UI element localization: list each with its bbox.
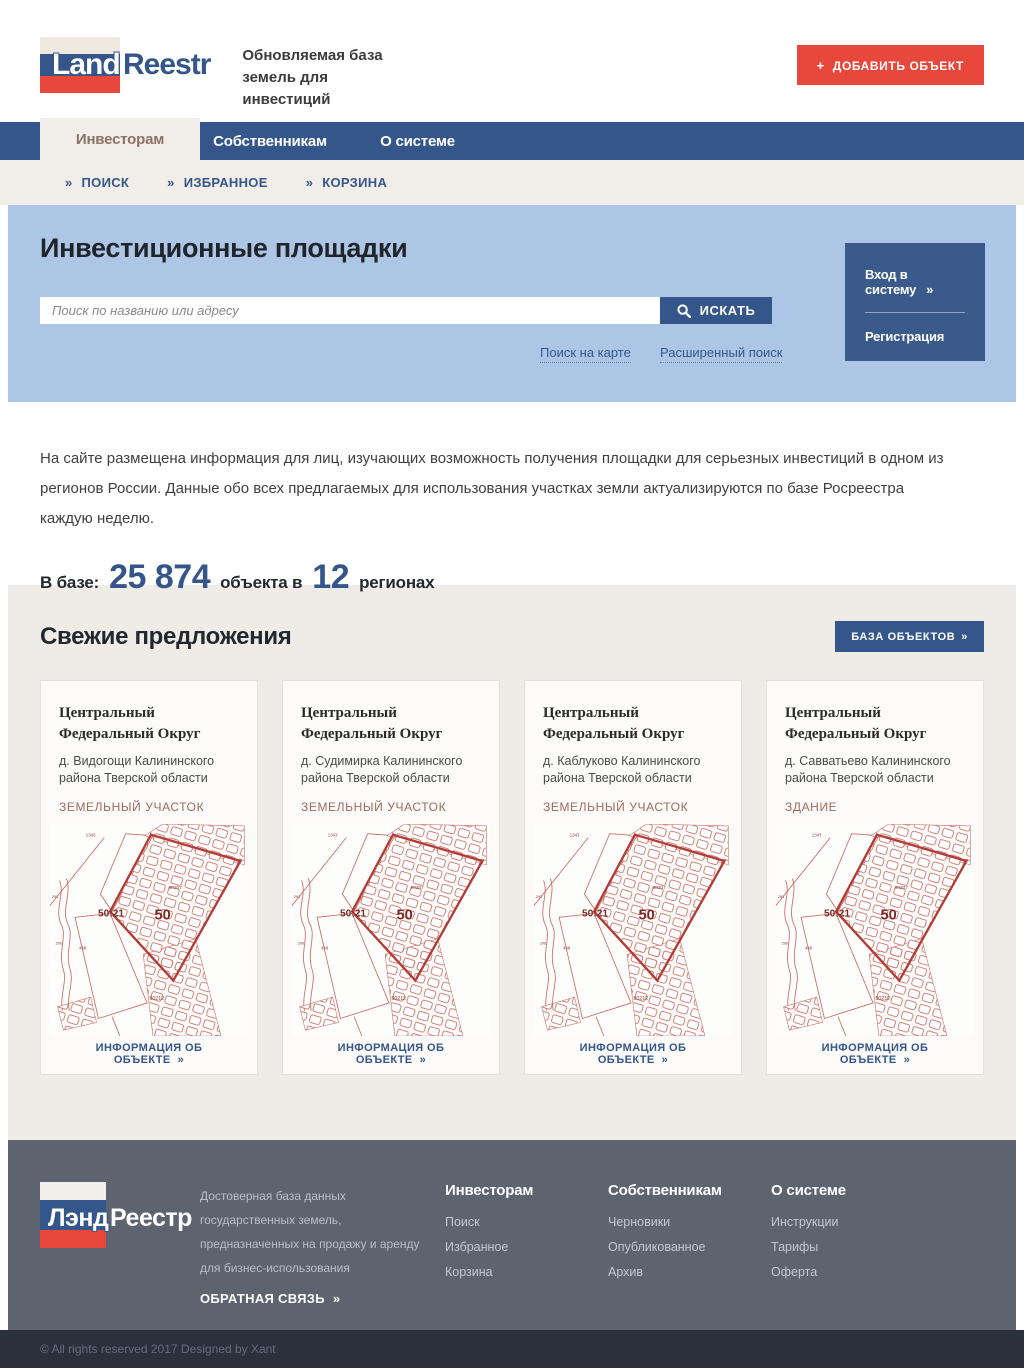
card-address: д. Савватьево Калининского района Тверской области [785, 754, 951, 785]
offer-cards [40, 680, 984, 1075]
chevron-icon: » [661, 1054, 669, 1066]
search-icon [677, 304, 691, 318]
footer-description-block [200, 1182, 432, 1330]
subnav-search-label: ПОИСК [81, 175, 130, 190]
login-link[interactable] [865, 267, 965, 297]
chevron-icon: » [903, 1054, 911, 1066]
feedback-link[interactable] [200, 1287, 340, 1311]
chevron-icon: » [332, 1291, 341, 1306]
auth-divider [865, 312, 965, 313]
object-info-link[interactable] [59, 1042, 239, 1066]
tab-owners[interactable] [200, 122, 340, 160]
footer-column-owners [608, 1182, 771, 1330]
offers-title: Свежие предложения [40, 622, 292, 650]
tab-about-label: О системе [380, 132, 455, 150]
offer-card[interactable] [40, 680, 258, 1075]
copyright-text: © All rights reserved 2017 Designed by Xant [40, 1342, 276, 1356]
tab-owners-label: Собственникам [213, 132, 327, 150]
chevron-icon: » [419, 1054, 427, 1066]
intro-paragraph: На сайте размещена информация для лиц, изучающих возможность получения площадки для серьезных инвестиций в одном из регионов России. Данные обо всех предлагаемых для использования участках земли актуализируются по базе Росреестра каждую неделю. [40, 450, 944, 527]
footer-column-about [771, 1182, 934, 1330]
footer-link-search[interactable]: Поиск [445, 1215, 480, 1229]
feedback-label: ОБРАТНАЯ СВЯЗЬ [200, 1291, 325, 1306]
footer-link-tariffs[interactable]: Тарифы [771, 1240, 819, 1254]
subnav-cart-link[interactable] [306, 175, 387, 190]
subnav-search-link[interactable] [65, 175, 129, 190]
subnav-favorites-label: ИЗБРАННОЕ [183, 175, 268, 190]
offer-card[interactable] [282, 680, 500, 1075]
stats-objects-count: 25 874 [109, 558, 211, 596]
card-category: ЗДАНИЕ [785, 800, 838, 814]
card-category: ЗЕМЕЛЬНЫЙ УЧАСТОК [301, 800, 447, 814]
stats-prefix: В базе: [40, 573, 100, 592]
object-info-label: ИНФОРМАЦИЯ ОБ ОБЪЕКТЕ [95, 1042, 203, 1066]
plus-icon: + [816, 57, 825, 73]
cadastral-map-image [773, 824, 977, 1036]
card-title: Центральный Федеральный Округ [785, 705, 927, 742]
auth-panel [845, 243, 985, 361]
page-title: Инвестиционные площадки [40, 233, 408, 263]
cadastral-map-image [289, 824, 493, 1036]
stats-suffix: регионах [359, 573, 435, 592]
card-category: ЗЕМЕЛЬНЫЙ УЧАСТОК [59, 800, 205, 814]
logo[interactable] [40, 37, 210, 93]
object-info-label: ИНФОРМАЦИЯ ОБ ОБЪЕКТЕ [821, 1042, 929, 1066]
subnav-cart-label: КОРЗИНА [322, 175, 388, 190]
object-info-link[interactable] [543, 1042, 723, 1066]
stats-regions-count: 12 [312, 558, 350, 596]
add-object-button[interactable] [797, 45, 984, 85]
object-base-label: БАЗА ОБЪЕКТОВ [851, 630, 956, 643]
object-info-label: ИНФОРМАЦИЯ ОБ ОБЪЕКТЕ [337, 1042, 445, 1066]
offer-card[interactable] [524, 680, 742, 1075]
footer-logo-text-primary: Лэнд [48, 1204, 109, 1232]
sub-nav [0, 160, 1024, 205]
tab-about[interactable] [340, 122, 495, 160]
footer-column-title: Собственникам [608, 1182, 722, 1199]
logo-text-primary: Land [52, 48, 120, 81]
register-link[interactable]: Регистрация [865, 329, 945, 344]
footer-link-cart[interactable]: Корзина [445, 1265, 493, 1279]
map-search-link[interactable]: Поиск на карте [540, 345, 631, 363]
header [0, 0, 1024, 122]
card-address: д. Судимирка Калининского района Тверской области [301, 754, 463, 785]
footer [8, 1140, 1016, 1330]
footer-link-offer[interactable]: Оферта [771, 1265, 818, 1279]
footer-column-title: Инвесторам [445, 1182, 534, 1199]
footer-column-title: О системе [771, 1182, 846, 1199]
chevron-icon: » [177, 1054, 185, 1066]
hero-section [8, 205, 1016, 402]
logo-flag-icon [40, 37, 120, 93]
search-button[interactable] [660, 297, 772, 324]
footer-logo[interactable] [40, 1182, 200, 1330]
footer-logo-text-secondary: Реестр [110, 1204, 192, 1232]
search-input[interactable] [40, 297, 660, 324]
offer-card[interactable] [766, 680, 984, 1075]
chevron-icon: » [926, 282, 934, 297]
object-info-link[interactable] [301, 1042, 481, 1066]
footer-column-investors [445, 1182, 608, 1330]
card-title: Центральный Федеральный Округ [59, 705, 201, 742]
footer-link-published[interactable]: Опубликованное [608, 1240, 706, 1254]
cadastral-map-image [531, 824, 735, 1036]
chevron-icon: » [65, 175, 73, 190]
object-base-button[interactable] [835, 621, 984, 652]
advanced-search-link[interactable]: Расширенный поиск [660, 345, 782, 363]
tab-investors-label: Инвесторам [75, 130, 165, 148]
object-info-link[interactable] [785, 1042, 965, 1066]
chevron-icon: » [305, 175, 314, 190]
card-category: ЗЕМЕЛЬНЫЙ УЧАСТОК [543, 800, 689, 814]
login-label: Вход в систему [865, 267, 917, 297]
site-tagline: Обновляемая база земель для инвестиций [242, 47, 383, 108]
card-address: д. Видогощи Калининского района Тверской области [59, 754, 215, 785]
footer-link-drafts[interactable]: Черновики [608, 1215, 671, 1229]
main-nav [0, 122, 1024, 160]
copyright-bar [0, 1330, 1024, 1368]
card-title: Центральный Федеральный Округ [301, 705, 443, 742]
footer-link-archive[interactable]: Архив [608, 1265, 644, 1279]
search-button-label: ИСКАТЬ [699, 303, 756, 318]
stats-middle: объекта в [220, 573, 303, 592]
object-info-label: ИНФОРМАЦИЯ ОБ ОБЪЕКТЕ [579, 1042, 687, 1066]
offers-section [8, 585, 1016, 1140]
cadastral-map-image [47, 824, 251, 1036]
footer-link-favorites[interactable]: Избранное [445, 1240, 509, 1254]
intro-section [0, 402, 1024, 596]
chevron-icon: » [961, 630, 968, 643]
chevron-icon: » [167, 175, 175, 190]
footer-description: Достоверная база данных государственных земель, предназначенных на продажу и аренду для бизнес-использования [200, 1189, 420, 1275]
footer-link-instructions[interactable]: Инструкции [771, 1215, 839, 1229]
card-address: д. Каблуково Калининского района Тверской области [543, 754, 701, 785]
logo-text-secondary: Reestr [123, 48, 211, 81]
subnav-favorites-link[interactable] [167, 175, 268, 190]
footer-columns [445, 1182, 934, 1330]
card-title: Центральный Федеральный Округ [543, 705, 685, 742]
tab-investors[interactable] [40, 118, 200, 160]
add-object-label: ДОБАВИТЬ ОБЪЕКТ [832, 58, 964, 73]
